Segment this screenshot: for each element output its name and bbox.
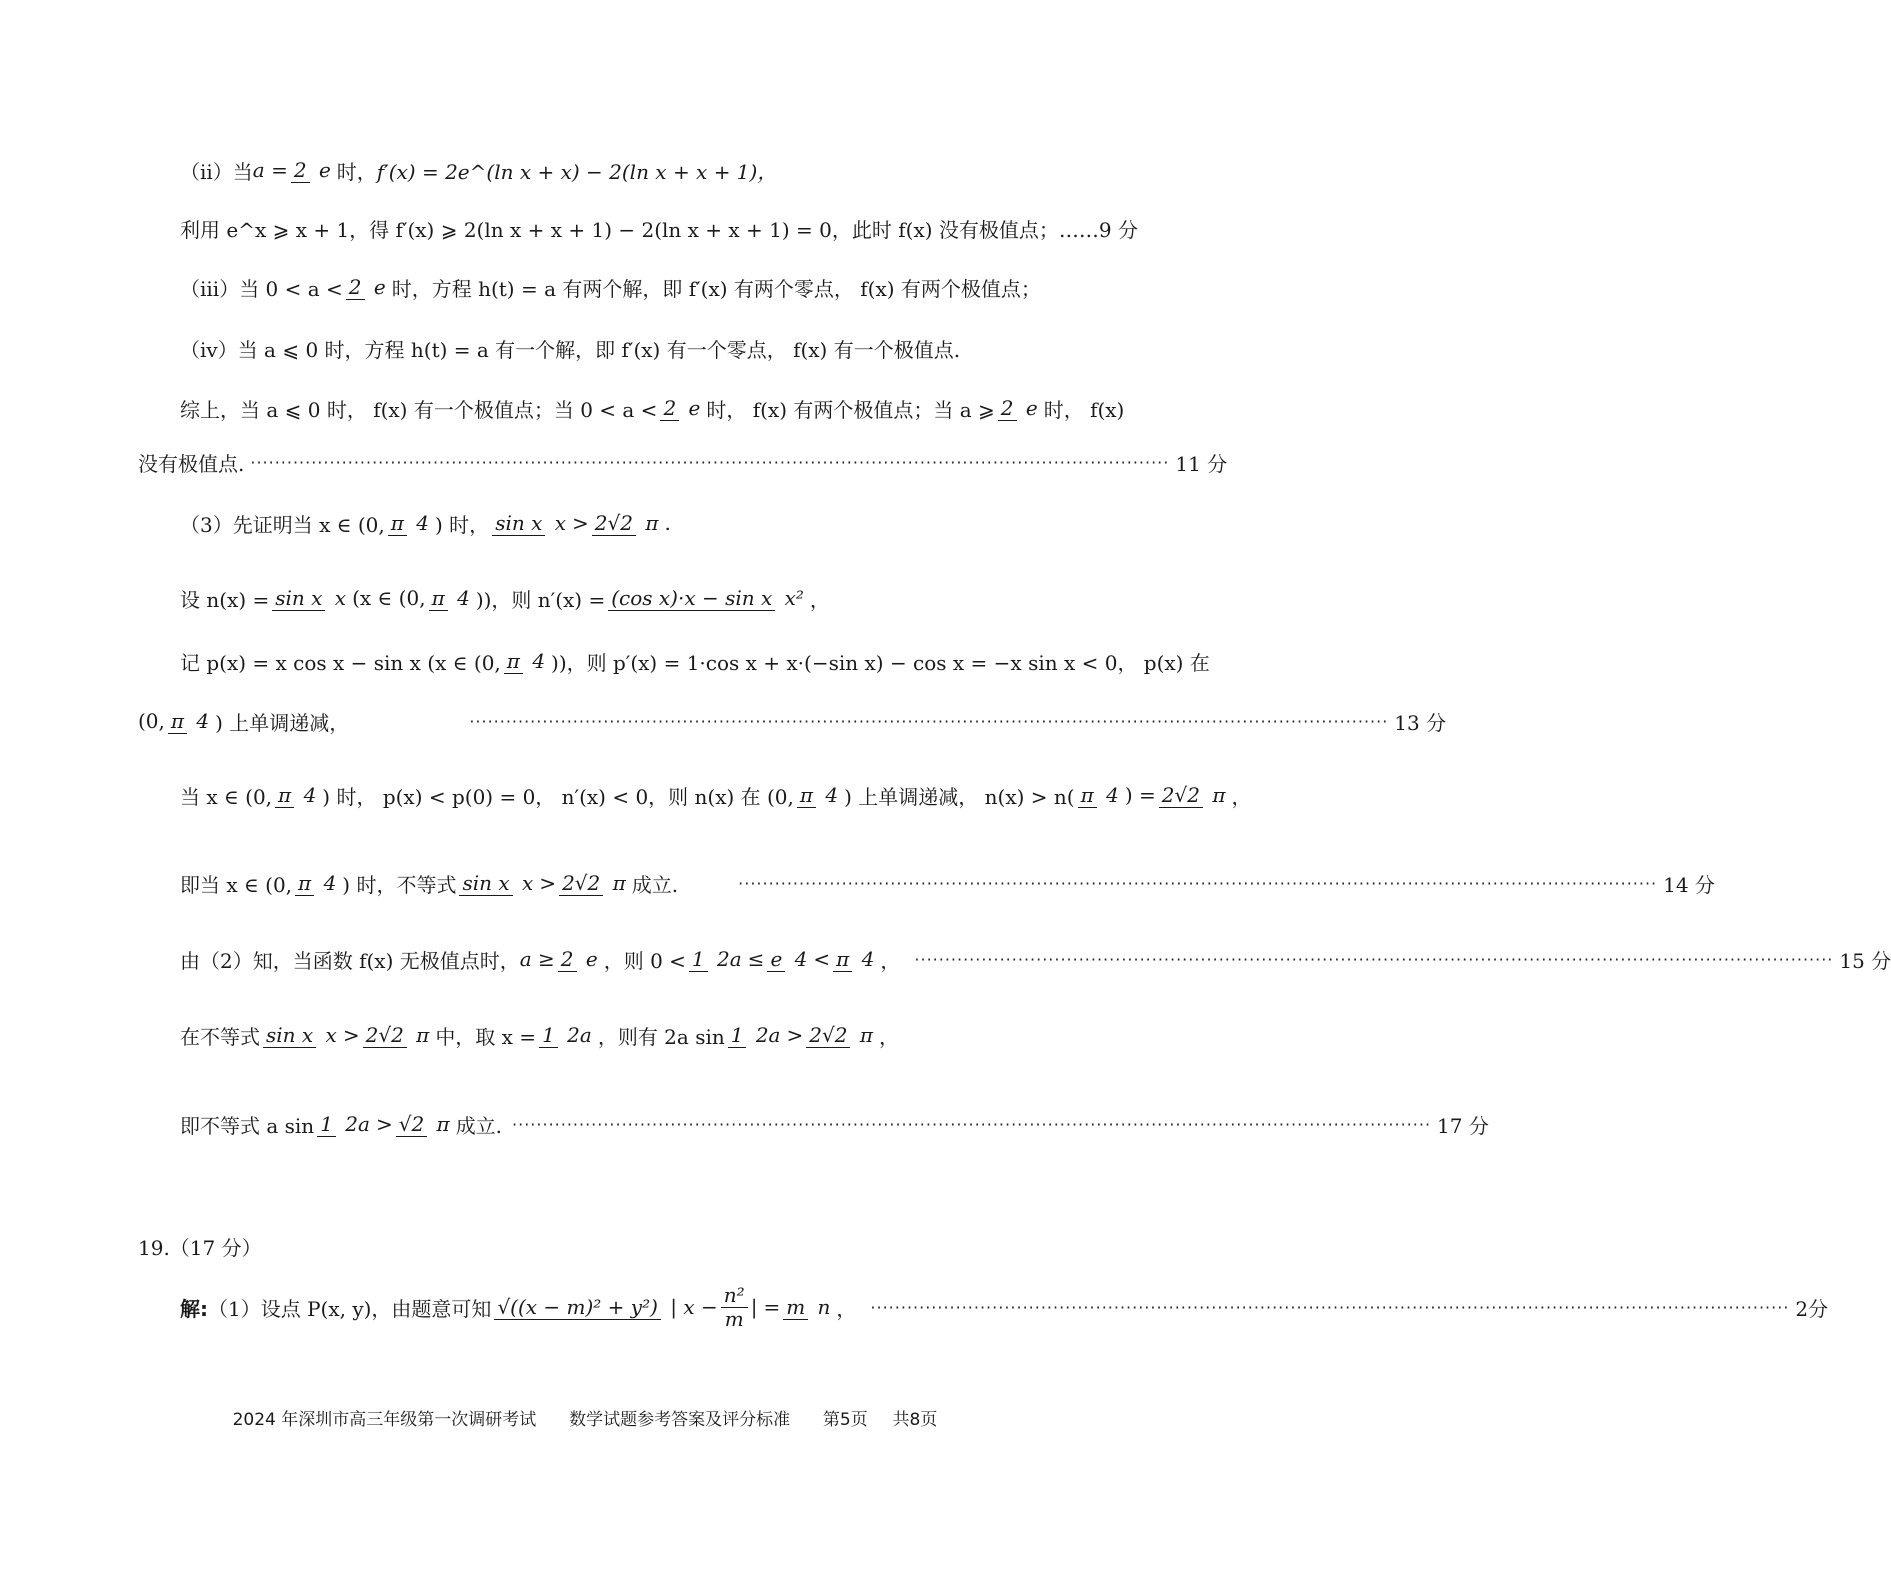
frac-den: x	[522, 870, 534, 895]
score-9: ……9 分	[1058, 217, 1138, 242]
eq-sign: =	[763, 1295, 781, 1319]
final-text-1: 即不等式 a sin	[180, 1113, 315, 1138]
sinx-over-x	[492, 512, 569, 535]
sub-text-2: 中，取 x =	[435, 1024, 537, 1049]
two-root2-over-pi	[363, 1024, 433, 1047]
case-iv-line	[0, 330, 1170, 366]
case-ii-formula: f′(x) = 2e^(ln x + x) − 2(ln x + x + 1)，	[376, 159, 778, 184]
e-over-4	[767, 948, 810, 971]
frac-num: sin x	[492, 511, 545, 536]
case-iii-text: 时，方程 h(t) = a 有两个解，即 f′(x) 有两个零点， f(x) 有两个极值点；	[391, 276, 1041, 301]
case-ii-line	[0, 145, 1170, 195]
frac-den: 2a	[345, 1111, 370, 1136]
distance-ratio-fraction	[494, 1284, 760, 1331]
frac-den: π	[859, 1022, 873, 1047]
frac-num: π	[833, 947, 852, 972]
two-root2-over-pi	[1159, 784, 1229, 807]
a-ge: a ≥	[519, 947, 555, 971]
frac-num: π	[168, 709, 187, 734]
case-iii-label: （iii）当 0 < a <	[180, 276, 343, 301]
two-root2-over-pi	[592, 512, 662, 535]
pi-over-4	[429, 587, 473, 610]
frac-den: x	[325, 1022, 337, 1047]
footer-page: 第5页	[822, 1410, 868, 1430]
frac-num: sin x	[272, 586, 325, 611]
frac-den: 4	[323, 870, 337, 895]
define-p-text-1: 记 p(x) = x cos x − sin x (x ∈ (0,	[180, 650, 501, 675]
sinx-over-x	[272, 587, 349, 610]
leader-dots: ·······················································································································································	[914, 949, 1834, 969]
frac-num: 2√2	[363, 1023, 407, 1048]
leader-dots: ·······················································································································································	[738, 873, 1658, 893]
leader-dots: ·······················································································································································	[870, 1297, 1790, 1317]
frac-num: π	[429, 586, 448, 611]
part3-text: ) 时，	[435, 512, 490, 537]
p-decr-text-2: ) 上单调递减，	[215, 710, 350, 735]
frac-num: π	[275, 783, 294, 808]
sinx-over-x	[459, 872, 536, 895]
pi-over-4	[797, 784, 841, 807]
frac-den: 4	[861, 946, 875, 971]
m-over-n	[783, 1296, 833, 1319]
frac-num: 2√2	[592, 511, 636, 536]
define-p-text-2: ))，则 p′(x) = 1·cos x + x·(−sin x) − cos x = −x sin x < 0， p(x) 在	[551, 650, 1210, 675]
q19-solution-line	[0, 1264, 1829, 1350]
ineq-text-3: 成立.	[631, 872, 679, 897]
from2-text-1: 由（2）知，当函数 f(x) 无极值点时，	[180, 948, 520, 973]
gt-sign: >	[572, 511, 589, 535]
gt-sign: >	[539, 871, 557, 895]
gt-sign: >	[786, 1023, 804, 1047]
q19-heading: 19.（17 分）	[138, 1235, 262, 1260]
frac-num: 2√2	[1159, 783, 1203, 808]
pi-over-4	[168, 710, 212, 733]
comma: ，	[878, 1024, 899, 1049]
two-root2-over-pi	[806, 1024, 876, 1047]
root2-over-pi	[396, 1113, 453, 1136]
case-iii-line	[0, 262, 1170, 312]
define-n-line	[0, 568, 1170, 628]
frac-den: x	[554, 510, 567, 535]
frac-num: sin x	[263, 1023, 316, 1048]
define-p-line	[0, 633, 1210, 689]
frac-num: 2√2	[559, 871, 603, 896]
summary-text-3: 时， f(x)	[1043, 397, 1125, 422]
case-ii-label: （ii）当	[180, 159, 253, 184]
case-ii-fraction	[291, 159, 334, 182]
summary2-line	[0, 446, 1228, 478]
frac-den: 4	[457, 585, 470, 610]
frac-den: e	[318, 157, 331, 182]
abs-open: | x −	[670, 1294, 718, 1319]
p-decr-line	[0, 693, 1447, 749]
frac-den: e	[585, 946, 598, 971]
frac-den	[667, 1284, 760, 1331]
frac-den: 4	[303, 782, 317, 807]
frac-num: n²	[721, 1284, 748, 1308]
pi-over-4	[1078, 784, 1122, 807]
score-15: 15 分	[1839, 948, 1891, 973]
frac-num: sin x	[459, 871, 512, 896]
frac-den: x²	[784, 585, 804, 610]
frac-num: 1	[728, 1023, 747, 1048]
frac-den: e	[688, 395, 701, 420]
frac-num: √((x − m)² + y²)	[494, 1295, 660, 1320]
summary-line	[0, 383, 1170, 433]
define-n-text-1: 设 n(x) =	[180, 587, 270, 612]
solution-label: 解:	[180, 1296, 208, 1321]
frac-den: π	[436, 1111, 450, 1136]
n2-over-m	[721, 1284, 748, 1331]
score-13: 13 分	[1394, 710, 1447, 735]
summary2-text: 没有极值点.	[138, 451, 245, 476]
frac-den: π	[1212, 782, 1226, 807]
leader-dots: ·······················································································································································	[469, 711, 1389, 731]
comma: ，	[1231, 784, 1252, 809]
two-over-e	[558, 948, 601, 971]
sub-text-1: 在不等式	[180, 1024, 260, 1049]
pi-over-4	[388, 512, 432, 535]
frac-num: m	[783, 1295, 808, 1320]
one-over-2a	[689, 948, 745, 971]
frac-den: 4	[1106, 782, 1119, 807]
one-over-2a	[728, 1024, 784, 1047]
frac-den: e	[1025, 395, 1038, 420]
when-x-text-3: ) 上单调递减， n(x) > n(	[844, 784, 1075, 809]
frac-num: π	[295, 871, 314, 896]
part3-label: （3）先证明当 x ∈ (0,	[180, 512, 385, 537]
two-root2-over-pi	[559, 872, 629, 895]
frac-num: 2	[660, 396, 679, 421]
gt-sign: >	[342, 1023, 360, 1047]
frac-num: e	[767, 947, 785, 972]
frac-num: π	[388, 511, 407, 536]
define-n-text-2: (x ∈ (0,	[352, 586, 426, 610]
from2-line	[0, 930, 1891, 988]
n-prime-fraction	[608, 587, 807, 610]
case-iv-text: （iv）当 a ⩽ 0 时，方程 h(t) = a 有一个解，即 f′(x) 有一个零点， f(x) 有一个极值点.	[180, 337, 961, 362]
frac-den: 2a	[567, 1022, 592, 1047]
frac-den: e	[373, 274, 386, 299]
frac-num: π	[504, 649, 523, 674]
sub-text-3: ，则有 2a sin	[597, 1024, 725, 1049]
final-line	[0, 1094, 1489, 1154]
frac-num: 2	[291, 158, 310, 183]
frac-num: 1	[689, 947, 708, 972]
le-sign: ≤	[747, 947, 765, 971]
case-iii-fraction	[346, 276, 389, 299]
frac-num: π	[1078, 783, 1097, 808]
score-17: 17 分	[1437, 1113, 1489, 1138]
ineq-text-2: ) 时，不等式	[342, 872, 457, 897]
footer-exam: 2024 年深圳市高三年级第一次调研考试	[232, 1410, 537, 1430]
frac-num: 2	[346, 275, 365, 300]
ineq-text-1: 即当 x ∈ (0,	[180, 872, 293, 897]
frac-den: π	[645, 510, 659, 535]
frac-num: 2	[558, 947, 577, 972]
summary-fraction-1	[660, 397, 703, 420]
frac-num: π	[797, 783, 816, 808]
comma: ，	[836, 1296, 857, 1321]
frac-den: 2a	[717, 946, 742, 971]
case-ii-a-eq: a =	[252, 158, 288, 182]
frac-den: 4	[416, 510, 430, 535]
summary-text-1: 综上，当 a ⩽ 0 时， f(x) 有一个极值点；当 0 < a <	[180, 397, 658, 422]
case-ii-text: 时，	[336, 159, 377, 184]
frac-den: 4	[196, 708, 210, 733]
part3-claim-line	[0, 495, 1170, 551]
summary-text-2: 时， f(x) 有两个极值点；当 a ⩾	[706, 397, 995, 422]
page-footer	[0, 1405, 1170, 1430]
when-x-line	[0, 765, 1252, 825]
q19-sol-text: （1）设点 P(x, y)，由题意可知	[208, 1296, 492, 1321]
comma: ，	[880, 948, 901, 973]
frac-num: 1	[317, 1112, 336, 1137]
when-x-text-4: ) =	[1124, 783, 1156, 807]
frac-den: x	[334, 585, 347, 610]
leader-dots: ·······················································································································································	[250, 452, 1170, 472]
ineq-holds-line	[0, 853, 1715, 913]
one-over-2a	[539, 1024, 595, 1047]
frac-den: π	[416, 1022, 430, 1047]
abs-close: |	[750, 1294, 758, 1319]
frac-num: 1	[539, 1023, 558, 1048]
frac-num: 2	[998, 396, 1017, 421]
substitute-line	[0, 1005, 1170, 1065]
frac-den: n	[817, 1294, 831, 1319]
pi-over-4	[504, 650, 548, 673]
final-text-2: 成立.	[455, 1113, 503, 1138]
when-x-text-1: 当 x ∈ (0,	[180, 784, 273, 809]
period: .	[664, 511, 671, 535]
q19-line	[0, 1230, 1170, 1262]
footer-subject: 数学试题参考答案及评分标准	[569, 1410, 791, 1430]
use-ex-text: 利用 e^x ⩾ x + 1，得 f′(x) ⩾ 2(ln x + x + 1) − 2(ln x + x + 1) = 0，此时 f(x) 没有极值点；	[180, 217, 1059, 242]
score-14: 14 分	[1663, 872, 1715, 897]
frac-num: √2	[396, 1112, 427, 1137]
score-2: 2分	[1795, 1296, 1829, 1321]
frac-num: (cos x)·x − sin x	[608, 586, 775, 611]
when-x-text-2: ) 时， p(x) < p(0) = 0， n′(x) < 0，则 n(x) 在 (0,	[322, 784, 794, 809]
from2-text-2: ，则 0 <	[603, 948, 686, 973]
use-ex-line	[0, 210, 1170, 246]
gt-sign: >	[375, 1112, 393, 1136]
score-11: 11 分	[1175, 451, 1228, 476]
pi-over-4	[275, 784, 319, 807]
footer-total: 共8页	[892, 1410, 938, 1430]
lt-sign: <	[813, 947, 831, 971]
frac-den: m	[724, 1306, 744, 1331]
p-decr-text-1: (0,	[138, 709, 165, 733]
pi-over-4	[833, 948, 877, 971]
frac-den: π	[612, 870, 626, 895]
pi-over-4	[295, 872, 339, 895]
summary-fraction-2	[998, 397, 1041, 420]
define-n-text-3: ))，则 n′(x) =	[475, 587, 606, 612]
comma: ，	[809, 587, 830, 612]
one-over-2a	[317, 1113, 373, 1136]
frac-num: 2√2	[806, 1023, 850, 1048]
sinx-over-x	[263, 1024, 340, 1047]
leader-dots: ·······················································································································································	[512, 1114, 1432, 1134]
frac-den: 2a	[755, 1022, 781, 1047]
frac-den: 4	[794, 946, 808, 971]
frac-den: 4	[825, 782, 839, 807]
frac-den: 4	[532, 648, 546, 673]
